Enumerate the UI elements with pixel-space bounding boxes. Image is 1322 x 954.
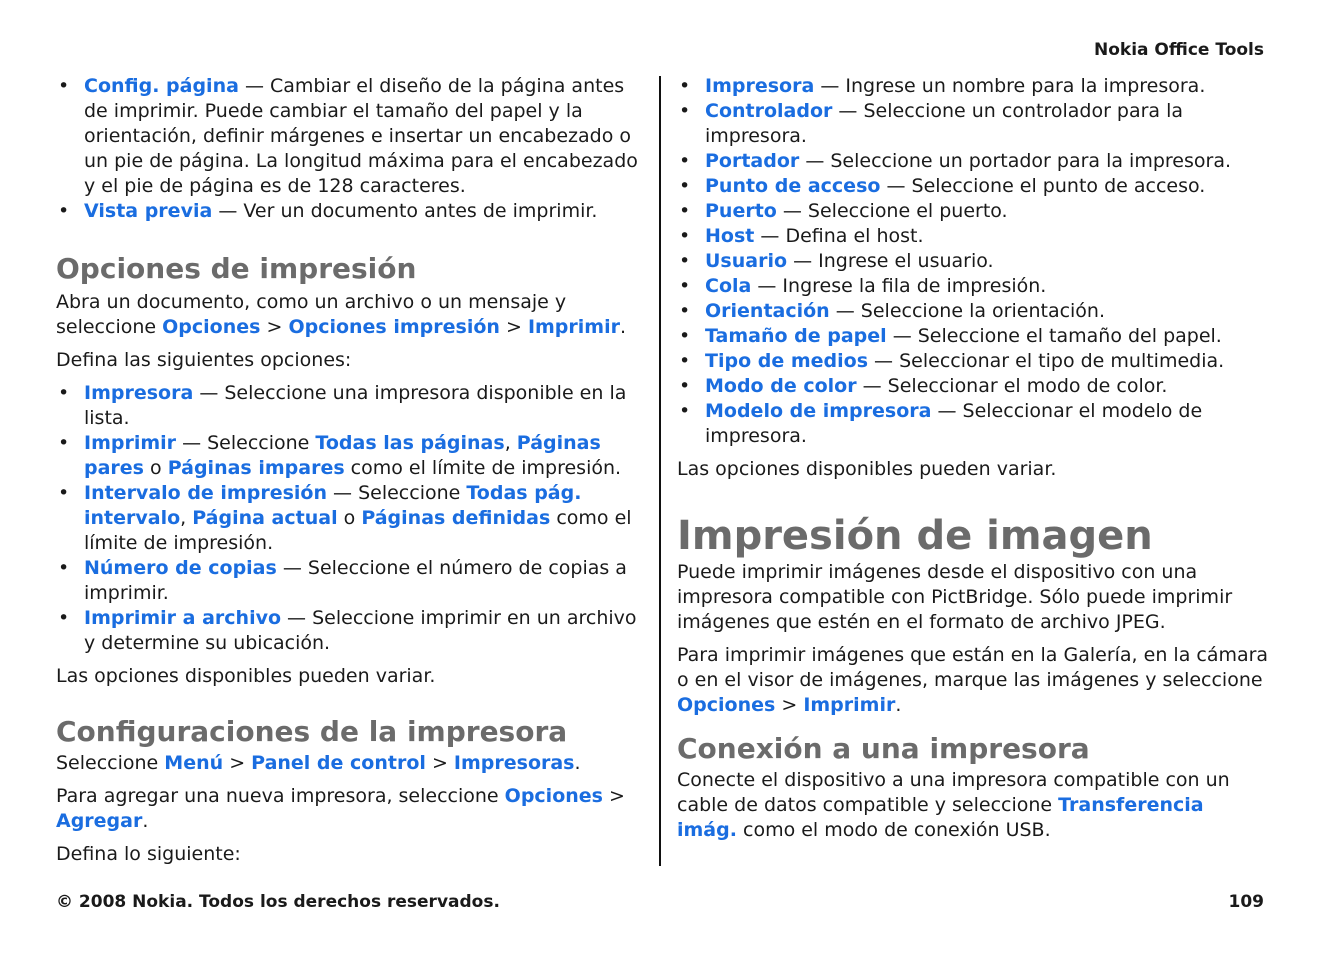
menu-keyword: Vista previa <box>84 200 213 222</box>
paragraph-options-vary-right: Las opciones disponibles pueden variar. <box>677 458 1057 480</box>
menu-keyword: Página actual <box>192 507 338 529</box>
paragraph-open-document <box>56 290 646 340</box>
menu-keyword: Páginas pares <box>84 432 601 479</box>
menu-keyword: Transferencia imág. <box>677 794 1204 841</box>
menu-keyword: Agregar <box>56 810 143 832</box>
menu-keyword: Modelo de impresora <box>705 400 932 422</box>
menu-keyword: Orientación <box>705 300 830 322</box>
menu-keyword: Menú <box>164 752 224 774</box>
text-segment: > <box>775 694 804 716</box>
menu-keyword: Cola <box>705 275 752 297</box>
text-segment: > <box>260 316 289 338</box>
menu-keyword: Punto de acceso <box>705 175 881 197</box>
paragraph-gallery-print <box>677 643 1269 718</box>
text-segment: — Seleccionar el tipo de multimedia. <box>868 350 1225 372</box>
text-segment: — Seleccionar el modelo de impresora. <box>705 400 1203 447</box>
text-segment: . <box>142 810 149 832</box>
menu-keyword: Imprimir <box>803 694 896 716</box>
list-item <box>677 274 1269 299</box>
list-item <box>677 74 1269 99</box>
text-segment: — Seleccionar el modo de color. <box>856 375 1168 397</box>
text-segment: > <box>425 752 454 774</box>
menu-keyword: Opciones <box>162 316 261 338</box>
list-item <box>677 349 1269 374</box>
list-item <box>677 174 1269 199</box>
footer-copyright: © 2008 Nokia. Todos los derechos reservados. <box>56 892 500 912</box>
menu-keyword: Tamaño de papel <box>705 325 887 347</box>
menu-keyword: Páginas impares <box>167 457 345 479</box>
text-segment: — Seleccione un controlador para la impresora. <box>705 100 1184 147</box>
text-segment: , <box>504 432 517 454</box>
list-item <box>677 224 1269 249</box>
text-segment: > <box>602 785 625 807</box>
menu-keyword: Puerto <box>705 200 777 222</box>
text-segment: Abra un documento, como un archivo o un mensaje y seleccione <box>56 291 567 338</box>
column-divider <box>659 76 661 866</box>
menu-keyword: Host <box>705 225 755 247</box>
menu-keyword: Portador <box>705 150 800 172</box>
page-number: 109 <box>1228 892 1264 912</box>
text-segment: Para imprimir imágenes que están en la Galería, en la cámara o en el visor de imágenes, marque las imágenes y seleccione <box>677 644 1269 691</box>
running-header: Nokia Office Tools <box>1093 40 1264 60</box>
list-item <box>56 381 646 431</box>
list-item <box>56 199 646 224</box>
paragraph-add-printer <box>56 784 646 834</box>
text-segment: — Seleccione el número de copias a imprimir. <box>84 557 627 604</box>
print-options-list <box>56 381 646 656</box>
menu-keyword: Todas pág. intervalo <box>84 482 582 529</box>
text-segment: Seleccione <box>56 752 165 774</box>
list-item <box>56 431 646 481</box>
list-item <box>56 556 646 606</box>
text-segment: Para agregar una nueva impresora, seleccione <box>56 785 505 807</box>
paragraph-define-options: Defina las siguientes opciones: <box>56 349 352 371</box>
menu-keyword: Intervalo de impresión <box>84 482 327 504</box>
text-segment: — Ingrese un nombre para la impresora. <box>814 75 1206 97</box>
text-segment: — Seleccione <box>176 432 316 454</box>
text-segment: . <box>895 694 902 716</box>
list-item <box>677 399 1269 449</box>
right-column <box>677 74 1269 843</box>
list-item <box>677 149 1269 174</box>
text-segment: o <box>337 507 362 529</box>
page-settings-list <box>56 74 646 224</box>
heading-print-options: Opciones de impresión <box>56 252 417 285</box>
menu-keyword: Panel de control <box>251 752 426 774</box>
text-segment: — Ingrese la fila de impresión. <box>751 275 1047 297</box>
left-column <box>56 74 646 867</box>
text-segment: > <box>499 316 528 338</box>
menu-keyword: Número de copias <box>84 557 277 579</box>
text-segment: — Seleccione el punto de acceso. <box>880 175 1206 197</box>
menu-keyword: Config. página <box>84 75 239 97</box>
menu-keyword: Todas las páginas <box>315 432 505 454</box>
printer-settings-list <box>677 74 1269 449</box>
heading-connect-printer: Conexión a una impresora <box>677 732 1090 765</box>
paragraph-define-following: Defina lo siguiente: <box>56 843 241 865</box>
menu-keyword: Opciones <box>504 785 603 807</box>
menu-keyword: Modo de color <box>705 375 857 397</box>
heading-printer-config: Configuraciones de la impresora <box>56 715 568 748</box>
text-segment: , <box>180 507 193 529</box>
list-item <box>677 299 1269 324</box>
menu-keyword: Impresora <box>705 75 815 97</box>
menu-keyword: Impresoras <box>453 752 575 774</box>
text-segment: — Seleccione el tamaño del papel. <box>886 325 1222 347</box>
menu-keyword: Impresora <box>84 382 194 404</box>
menu-keyword: Opciones impresión <box>288 316 500 338</box>
text-segment: como el modo de conexión USB. <box>736 819 1051 841</box>
text-segment: . <box>574 752 581 774</box>
text-segment: — Seleccione el puerto. <box>776 200 1008 222</box>
text-segment: — Seleccione una impresora disponible en la lista. <box>84 382 627 429</box>
paragraph-connect <box>677 768 1269 843</box>
text-segment: — Seleccione imprimir en un archivo y determine su ubicación. <box>84 607 637 654</box>
text-segment: — Seleccione la orientación. <box>829 300 1106 322</box>
text-segment: — Seleccione <box>327 482 467 504</box>
list-item <box>677 199 1269 224</box>
text-segment: . <box>619 316 627 338</box>
text-segment: — Ver un documento antes de imprimir. <box>212 200 598 222</box>
text-segment: — Cambiar el diseño de la página antes de imprimir. Puede cambiar el tamaño del papel y la orientación, definir márgenes e insertar un encabezado o un pie de página. La longitud máxima para el encabezado y el pie de página es de 128 caracteres. <box>84 75 638 197</box>
text-segment: o <box>144 457 168 479</box>
menu-keyword: Páginas definidas <box>361 507 551 529</box>
paragraph-pictbridge: Puede imprimir imágenes desde el dispositivo con una impresora compatible con PictBridge. Sólo puede imprimir imágenes que estén en el formato de archivo JPEG. <box>677 561 1233 633</box>
menu-keyword: Tipo de medios <box>705 350 869 372</box>
text-segment: — Ingrese el usuario. <box>787 250 994 272</box>
heading-image-print: Impresión de imagen <box>677 513 1153 559</box>
text-segment: Conecte el dispositivo a una impresora compatible con un cable de datos compatible y seleccione <box>677 769 1230 816</box>
text-segment: como el límite de impresión. <box>84 507 632 554</box>
menu-keyword: Imprimir a archivo <box>84 607 282 629</box>
list-item <box>677 374 1269 399</box>
text-segment: — Defina el host. <box>754 225 924 247</box>
list-item <box>677 324 1269 349</box>
menu-keyword: Imprimir <box>84 432 177 454</box>
text-segment: como el límite de impresión. <box>344 457 622 479</box>
menu-keyword: Usuario <box>705 250 788 272</box>
paragraph-options-vary: Las opciones disponibles pueden variar. <box>56 665 436 687</box>
list-item <box>56 481 646 556</box>
list-item <box>677 249 1269 274</box>
text-segment: > <box>223 752 252 774</box>
list-item <box>677 99 1269 149</box>
list-item <box>56 606 646 656</box>
menu-keyword: Opciones <box>677 694 776 716</box>
menu-keyword: Controlador <box>705 100 833 122</box>
menu-keyword: Imprimir <box>527 316 620 338</box>
text-segment: — Seleccione un portador para la impresora. <box>799 150 1232 172</box>
paragraph-select-menu <box>56 751 646 776</box>
list-item <box>56 74 646 199</box>
